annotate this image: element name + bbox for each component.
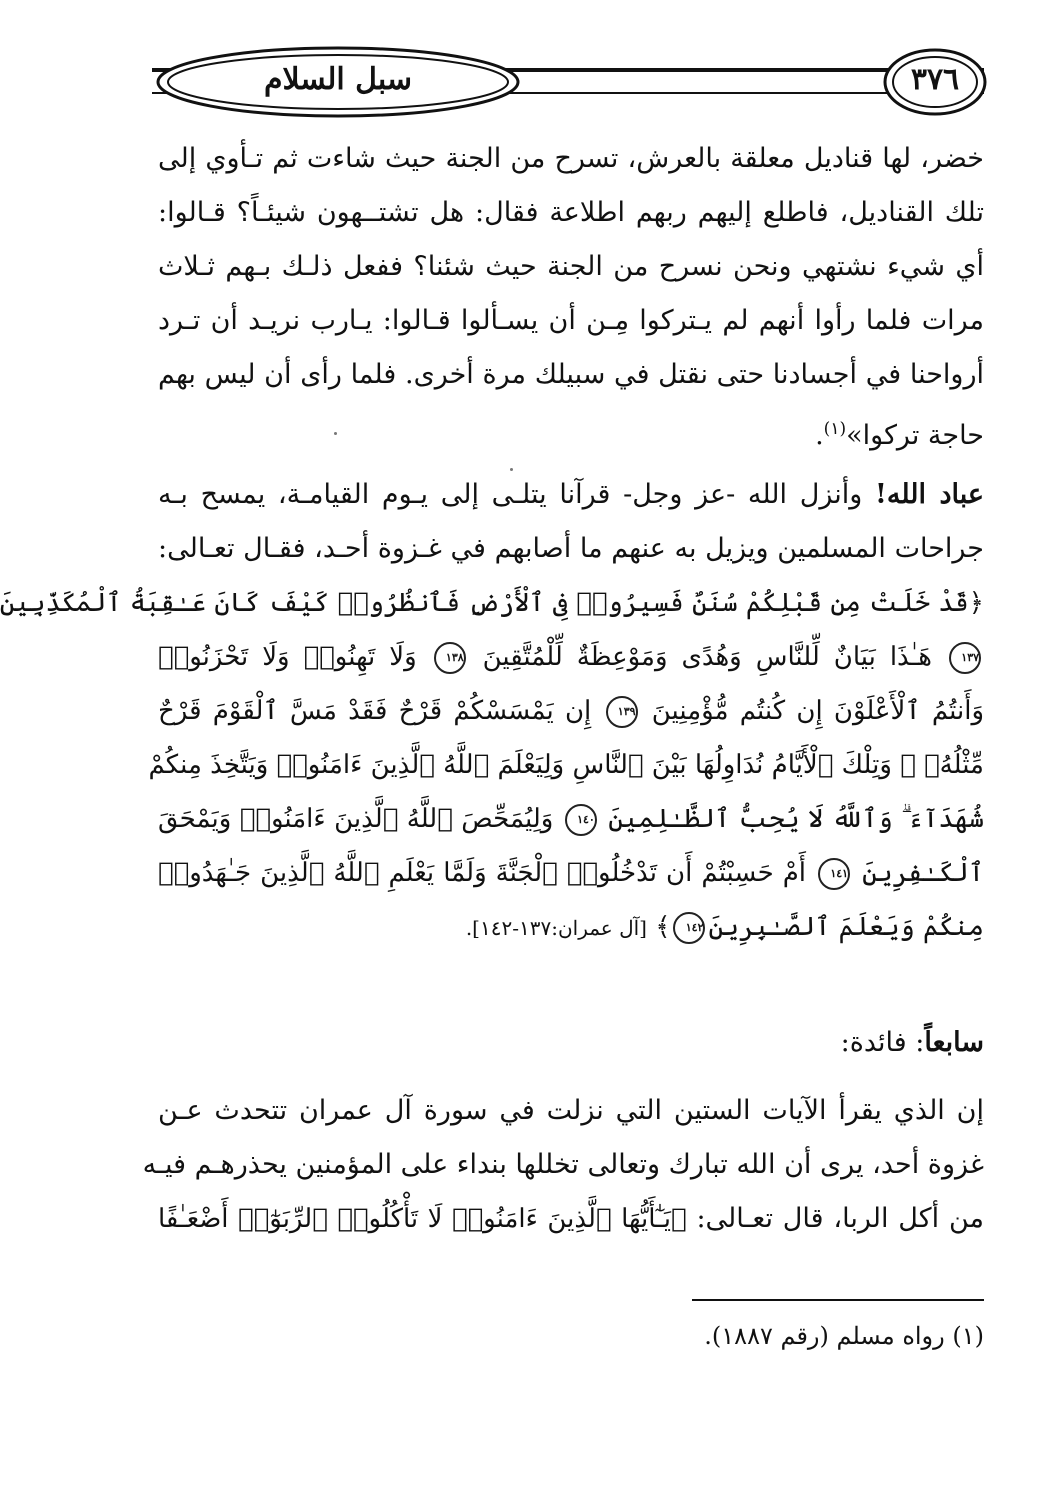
footnote-separator	[692, 1299, 984, 1301]
text-line	[158, 402, 984, 456]
text-segment: حاجة تركوا»	[846, 420, 984, 451]
paragraph-riba	[142, 1084, 984, 1246]
heading-line	[158, 1016, 984, 1070]
surah-reference: [آل عمران:١٣٧-١٤٢].	[465, 916, 647, 940]
text-segment: .	[815, 420, 824, 451]
quran-line: ﴿قَدْ خَلَتْ مِن قَبْلِكُمْ سُنَنٌ فَسِيرُوا۟ فِى ٱلْأَرْضِ فَٱنظُرُوا۟ كَيْفَ كَانَ عَـٰقِبَةُ ٱلْمُكَذِّبِينَ	[0, 588, 984, 618]
section-heading	[158, 1016, 984, 1070]
ayah-number-marker: ١٣٨	[434, 642, 466, 674]
ayah-number-marker: ١٣٧	[949, 642, 981, 674]
address-lead: عباد الله!	[875, 479, 985, 510]
quran-segment: هَـٰذَا بَيَانٌ لِّلنَّاسِ وَهُدًى وَمَوْعِظَةٌ لِّلْمُتَّقِينَ	[482, 642, 933, 672]
text-line: أي شيء نشتهي ونحن نسرح من الجنة حيث شئنا؟ ففعل ذلـك بـهم ثـلاث	[158, 251, 984, 282]
paragraph-hadith	[158, 132, 984, 456]
text-line: إن الذي يقرأ الآيات الستين التي نزلت في سورة آل عمران تتحدث عـن	[158, 1095, 984, 1126]
footnote-marker: (١)	[823, 419, 847, 439]
quran-line	[158, 900, 984, 954]
ayah-number-marker: ١٣٩	[606, 696, 638, 728]
scan-speck	[510, 468, 513, 471]
text-line: مرات فلما رأوا أنهم لم يـتركوا مِـن أن يسـألوا قـالوا: يـارب نريـد أن تـرد	[158, 305, 984, 336]
quran-segment: ﴿يَـٰٓأَيُّهَا ٱلَّذِينَ ءَامَنُوا۟ لَا تَأْكُلُوا۟ ٱلرِّبَوٰٓا۟ أَضْعَـٰفًا	[158, 1204, 687, 1234]
paragraph-revelation	[0, 468, 985, 954]
text-segment: وأنزل الله -عز وجل- قرآنا يتلـى إلى يـوم القيامـة، يمسح بـه	[158, 479, 875, 510]
footnote: (١) رواه مسلم (رقم ١٨٨٧).	[704, 1322, 984, 1350]
quran-line: مِّثْلُهُۥ ۚ وَتِلْكَ ٱلْأَيَّامُ نُدَاوِلُهَا بَيْنَ ٱلنَّاسِ وَلِيَعْلَمَ ٱللَّهُ ٱلَّذِينَ ءَامَنُوا۟ وَيَتَّخِذَ مِنكُمْ	[148, 750, 984, 780]
scan-speck	[334, 432, 337, 435]
page-number: ٣٧٦	[910, 62, 960, 97]
ayah-number-marker: ١٤١	[818, 858, 850, 890]
text-line	[158, 468, 984, 522]
section-label: سابعاً	[924, 1027, 984, 1058]
quran-segment: وَلِيُمَحِّصَ ٱللَّهُ ٱلَّذِينَ ءَامَنُوا۟ وَيَمْحَقَ	[158, 804, 554, 834]
quran-line	[158, 684, 984, 738]
book-title: سبل السلام	[263, 62, 413, 97]
quran-segment: شُهَدَآءَ ۗ وَٱللَّهُ لَا يُحِبُّ ٱلظَّـٰلِمِينَ	[608, 804, 985, 834]
text-line: تلك القناديل، فاطلع إليهم ربهم اطلاعة فقال: هل تشتــهون شيئـاً؟ قـالوا:	[158, 197, 984, 228]
quran-segment: أَمْ حَسِبْتُمْ أَن تَدْخُلُوا۟ ٱلْجَنَّةَ وَلَمَّا يَعْلَمِ ٱللَّهُ ٱلَّذِينَ جَـٰهَدُوا۟	[158, 858, 807, 888]
section-title: : فائدة:	[840, 1027, 925, 1058]
text-line: جراحات المسلمين ويزيل به عنهم ما أصابهم في غـزوة أحـد، فقـال تعـالى:	[158, 533, 984, 564]
ayah-number-marker: ١٤٠	[565, 804, 597, 836]
quran-segment: وَلَا تَهِنُوا۟ وَلَا تَحْزَنُوا۟	[158, 642, 417, 672]
quran-segment: ٱلْكَـٰفِرِينَ	[862, 858, 984, 888]
page-header	[148, 38, 988, 130]
text-line: خضر، لها قناديل معلقة بالعرش، تسرح من الجنة حيث شاءت ثم تـأوي إلى	[158, 143, 984, 174]
quran-segment: وَأَنتُمُ ٱلْأَعْلَوْنَ إِن كُنتُم مُّؤْمِنِينَ	[651, 696, 985, 726]
text-line: غزوة أحد، يرى أن الله تبارك وتعالى تخللها بنداء على المؤمنين يحذرهـم فيـه	[142, 1149, 984, 1180]
text-line	[158, 1192, 984, 1246]
quran-line	[158, 792, 984, 846]
quran-line	[158, 630, 984, 684]
quran-segment: مِنكُمْ وَيَعْلَمَ ٱلصَّـٰبِرِينَ	[708, 912, 984, 942]
ayah-number-marker: ١٤٢	[673, 912, 705, 944]
quran-segment: ﴾	[655, 912, 671, 942]
text-line: أرواحنا في أجسادنا حتى نقتل في سبيلك مرة أخرى. فلما رأى أن ليس بهم	[158, 359, 984, 390]
text-segment: من أكل الربا، قال تعـالى:	[696, 1203, 984, 1234]
quran-segment: إِن يَمْسَسْكُمْ قَرْحٌ فَقَدْ مَسَّ ٱلْقَوْمَ قَرْحٌ	[158, 696, 592, 726]
quran-line	[158, 846, 984, 900]
